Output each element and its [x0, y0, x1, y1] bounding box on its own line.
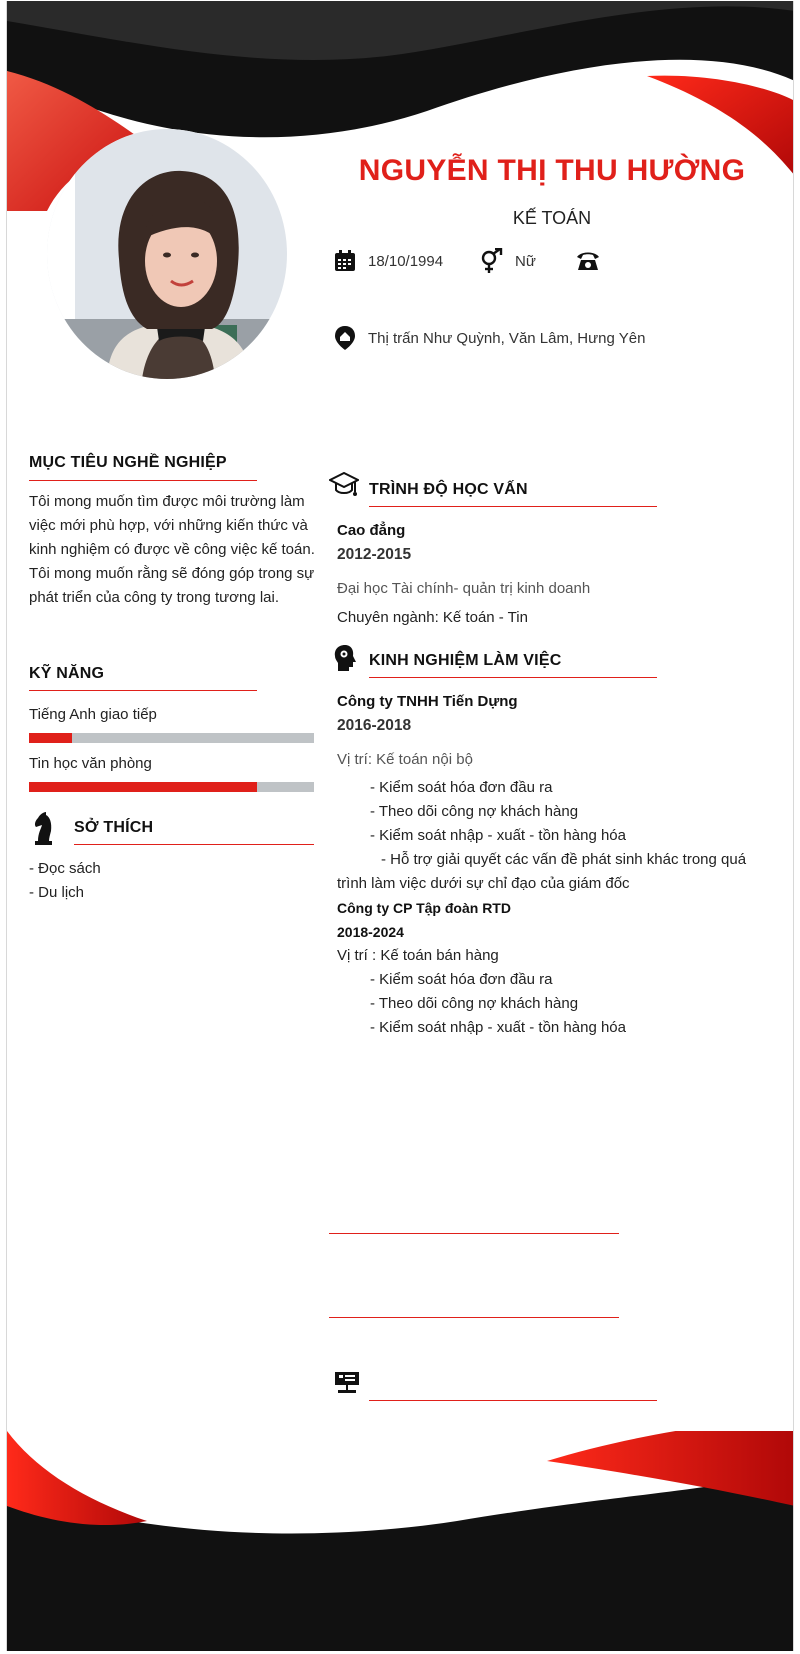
birthday-value: 18/10/1994: [368, 252, 444, 270]
job-task: - Kiểm soát hóa đơn đầu ra: [370, 971, 553, 988]
calendar-icon: [334, 250, 356, 272]
cv-page: [6, 1, 794, 1651]
skill-label: Tin học văn phòng: [29, 755, 152, 772]
education-divider: [369, 506, 657, 507]
skills-title: KỸ NĂNG: [29, 665, 105, 682]
graduation-cap-icon: [329, 472, 359, 498]
skill-label: Tiếng Anh giao tiếp: [29, 706, 157, 723]
candidate-name: NGUYỄN THỊ THU HƯỜNG: [358, 154, 746, 187]
phone-icon: [576, 250, 600, 272]
education-degree: Cao đẳng: [337, 522, 406, 539]
phone-info: [576, 250, 612, 272]
gender-info: [479, 248, 536, 274]
hobby-item: - Đọc sách: [29, 860, 101, 877]
birthday-info: [334, 250, 443, 272]
job-task: - Theo dõi công nợ khách hàng: [370, 803, 579, 820]
hobby-item: - Du lịch: [29, 884, 85, 901]
skills-divider: [29, 690, 257, 691]
education-major: Chuyên ngành: Kế toán - Tin: [337, 609, 528, 626]
location-icon: [334, 325, 356, 351]
hobbies-title: SỞ THÍCH: [74, 819, 154, 836]
empty-section-divider: [369, 1400, 657, 1401]
gender-icon: [479, 248, 503, 274]
job-title: KẾ TOÁN: [512, 208, 592, 228]
objective-line: Tôi mong muốn tìm được môi trường làm: [29, 493, 305, 510]
job-years: 2016-2018: [337, 717, 412, 734]
job-task: trình làm việc dưới sự chỉ đạo của giám đốc: [337, 875, 630, 892]
address-info: [334, 325, 645, 351]
job-company: Công ty TNHH Tiến Dựng: [337, 693, 518, 710]
skill-bar-fill: [29, 733, 72, 743]
skill-bar: [29, 782, 314, 792]
profile-photo: [47, 129, 287, 379]
job-task: - Hỗ trợ giải quyết các vấn đề phát sinh khác trong quá: [381, 851, 747, 868]
job-task: - Kiểm soát nhập - xuất - tồn hàng hóa: [370, 827, 626, 844]
address-value: Thị trấn Như Quỳnh, Văn Lâm, Hưng Yên: [368, 329, 646, 347]
job-position: Vị trí: Kế toán nội bộ: [337, 751, 473, 768]
skill-bar: [29, 733, 314, 743]
experience-title: KINH NGHIỆM LÀM VIỆC: [369, 652, 562, 669]
objective-line: việc mới phù hợp, với những kiến thức và: [29, 517, 308, 534]
job-years: 2018-2024: [337, 924, 404, 940]
gender-value: Nữ: [515, 252, 536, 270]
portrait-image: [47, 129, 287, 379]
job-task: - Kiểm soát hóa đơn đầu ra: [370, 779, 553, 796]
chess-knight-icon: [32, 811, 54, 845]
education-years: 2012-2015: [337, 546, 412, 563]
head-gear-icon: [333, 644, 357, 672]
education-title: TRÌNH ĐỘ HỌC VẤN: [369, 481, 528, 498]
empty-section-divider: [329, 1317, 619, 1318]
job-task: - Theo dõi công nợ khách hàng: [370, 995, 579, 1012]
presentation-board-icon: [334, 1371, 360, 1395]
education-school: Đại học Tài chính- quản trị kinh doanh: [337, 580, 591, 597]
hobbies-divider: [74, 844, 314, 845]
objective-title: MỤC TIÊU NGHỀ NGHIỆP: [29, 454, 227, 471]
footer-wave-decoration: [7, 1431, 794, 1651]
skill-bar-fill: [29, 782, 257, 792]
objective-line: Tôi mong muốn rằng sẽ đóng góp trong sự: [29, 565, 315, 582]
objective-line: kinh nghiệm có được về công việc kế toán.: [29, 541, 315, 558]
objective-divider: [29, 480, 257, 481]
job-task: - Kiểm soát nhập - xuất - tồn hàng hóa: [370, 1019, 626, 1036]
empty-section-divider: [329, 1233, 619, 1234]
experience-divider: [369, 677, 657, 678]
objective-text: [29, 490, 319, 610]
job-company: Công ty CP Tập đoàn RTD: [337, 900, 511, 916]
job-position: Vị trí : Kế toán bán hàng: [337, 947, 499, 964]
objective-line: phát triển của công ty trong tương lai.: [29, 589, 280, 606]
